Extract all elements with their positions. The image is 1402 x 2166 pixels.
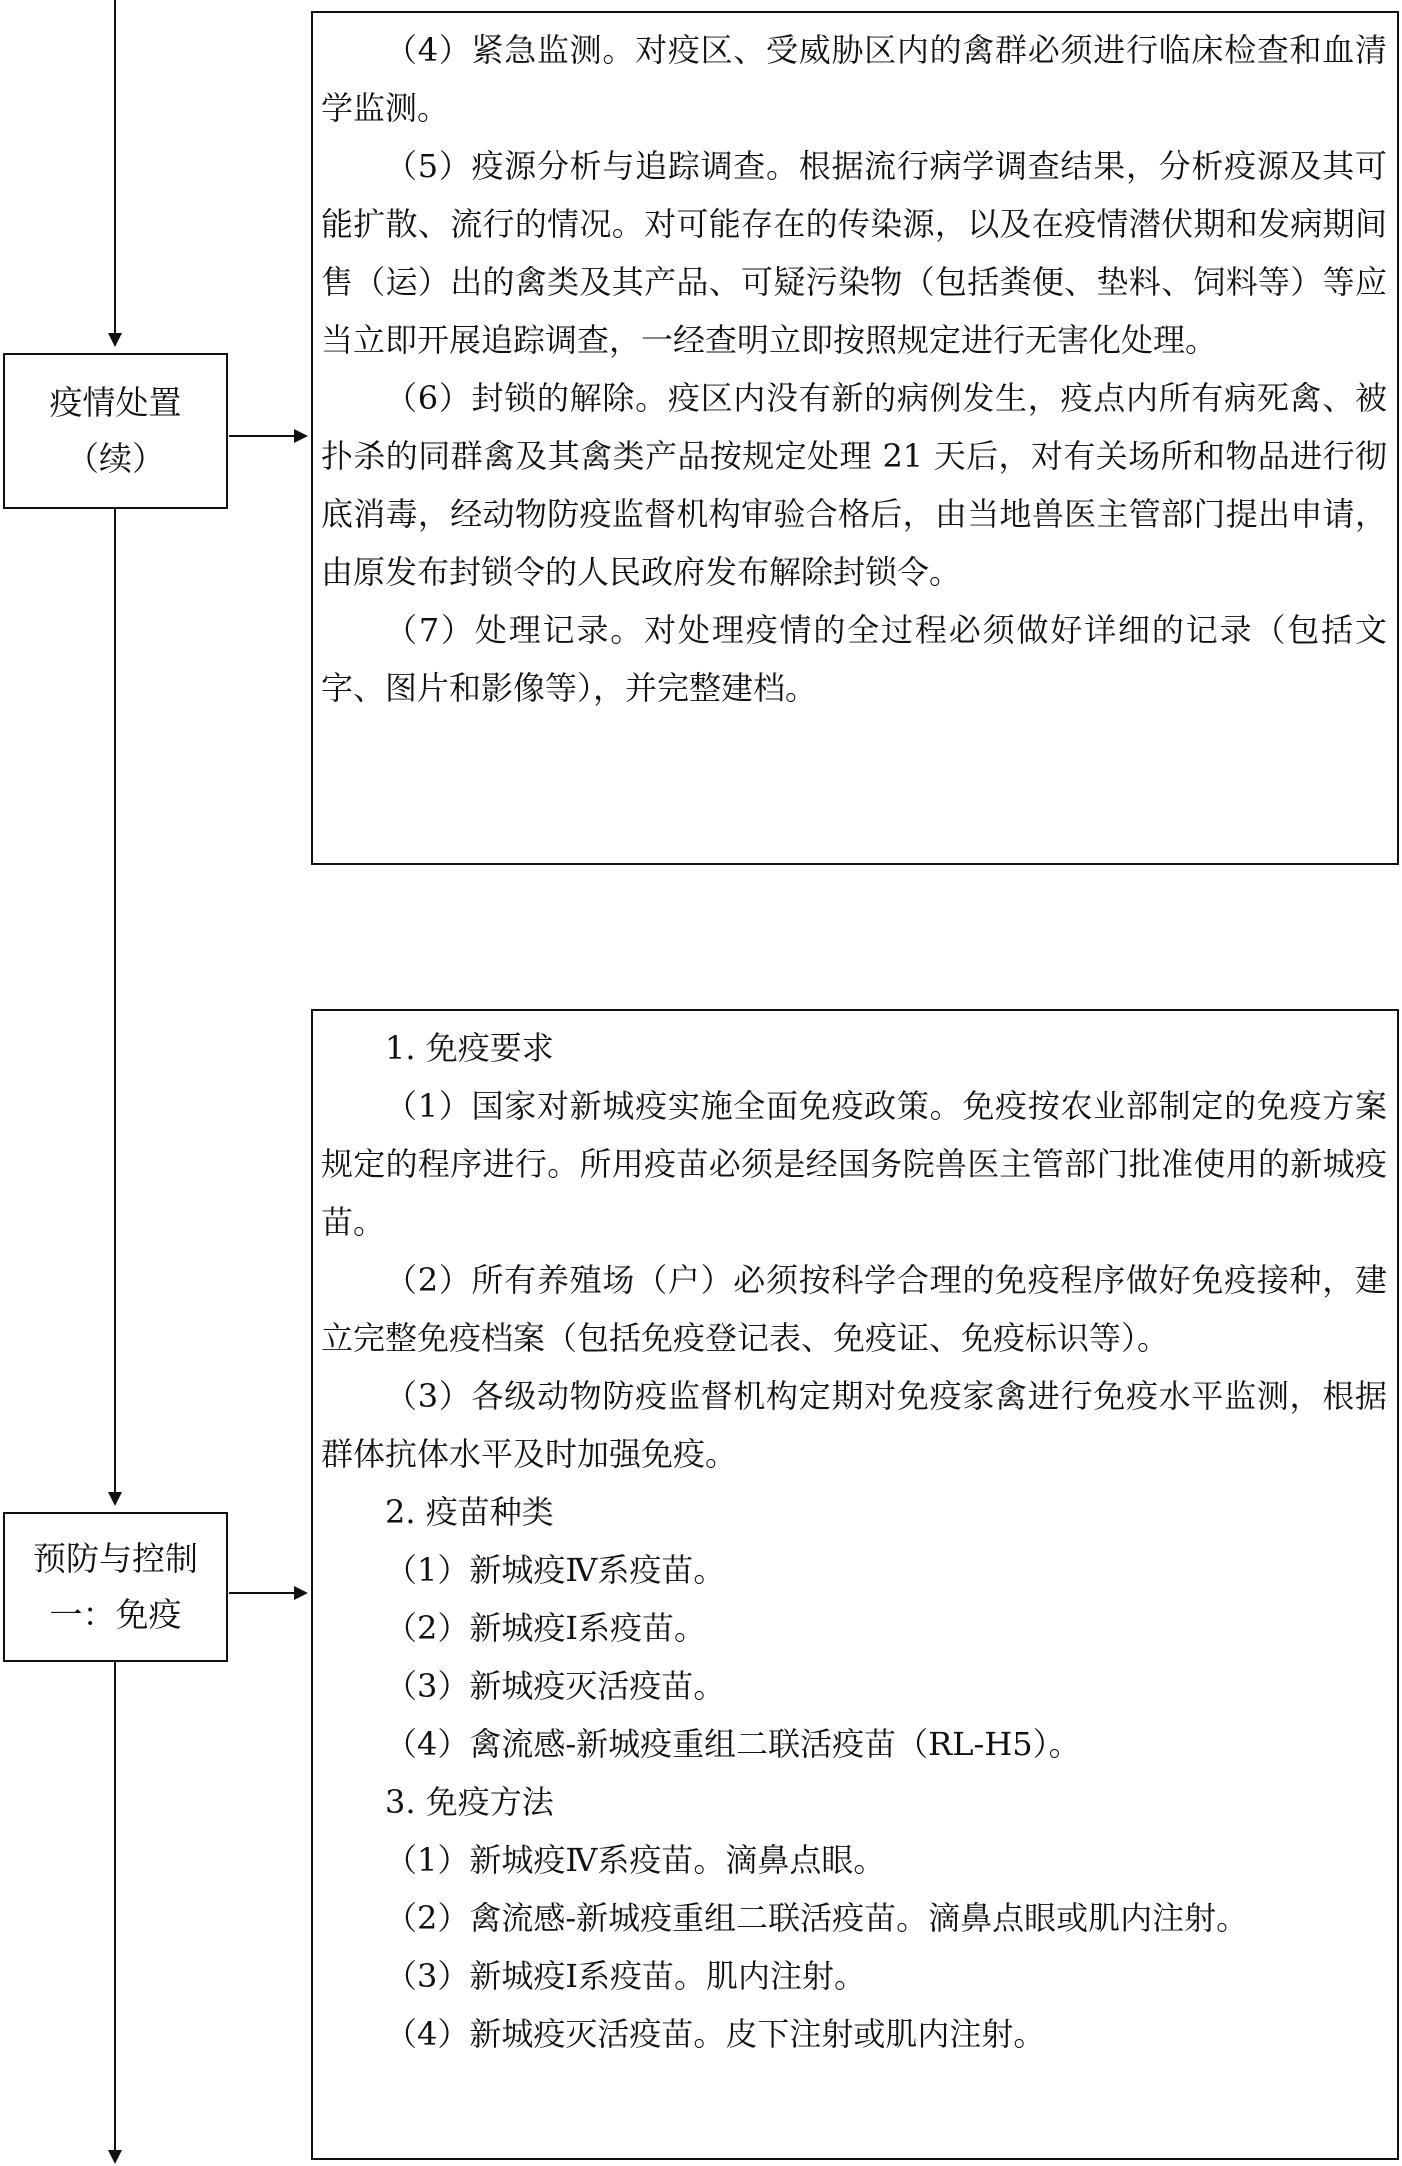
text-box-prevention-immunization — [311, 1009, 1399, 2160]
connector-arrow-1 — [294, 429, 308, 443]
paragraph: （1）国家对新城疫实施全面免疫政策。免疫按农业部制定的免疫方案规定的程序进行。所用疫苗必须是经国务院兽医主管部门批准使用的新城疫苗。 — [321, 1087, 1387, 1241]
paragraph: （2）禽流感-新城疫重组二联活疫苗。滴鼻点眼或肌内注射。 — [385, 1899, 1249, 1937]
paragraph: （5）疫源分析与追踪调查。根据流行病学调查结果，分析疫源及其可能扩散、流行的情况。对可能存在的传染源，以及在疫情潜伏期和发病期间售（运）出的禽类及其产品、可疑污染物（包括粪便、垫料、饲料等）等应当立即开展追踪调查，一经查明立即按照规定进行无害化处理。 — [321, 147, 1387, 359]
paragraph: （2）所有养殖场（户）必须按科学合理的免疫程序做好免疫接种，建立完整免疫档案（包括免疫登记表、免疫证、免疫标识等）。 — [321, 1261, 1387, 1357]
connector-arrow-2 — [294, 1586, 308, 1600]
paragraph: 1. 免疫要求 — [385, 1029, 554, 1067]
node-label-line1: 预防与控制 — [33, 1539, 198, 1578]
flow-arrow-down-continue — [108, 2150, 122, 2164]
node-label-line1: 疫情处置 — [49, 383, 182, 422]
paragraph: （1）新城疫Ⅳ系疫苗。 — [385, 1551, 726, 1589]
connector-line-2 — [229, 1592, 295, 1594]
flow-line-middle — [114, 508, 116, 1493]
flow-arrow-into-node-2 — [108, 1492, 122, 1506]
flow-node-prevention-immunization — [3, 1512, 228, 1662]
flow-node-outbreak-handling — [3, 353, 228, 509]
paragraph: 3. 免疫方法 — [385, 1783, 554, 1821]
paragraph: （7）处理记录。对处理疫情的全过程必须做好详细的记录（包括文字、图片和影像等），并完整建档。 — [321, 611, 1387, 707]
paragraph: （3）新城疫灭活疫苗。 — [385, 1667, 726, 1705]
paragraph: （1）新城疫Ⅳ系疫苗。滴鼻点眼。 — [385, 1841, 886, 1879]
paragraph: （4）紧急监测。对疫区、受威胁区内的禽群必须进行临床检查和血清学监测。 — [321, 31, 1387, 127]
paragraph: （4）新城疫灭活疫苗。皮下注射或肌内注射。 — [385, 2015, 1046, 2053]
paragraph: （4）禽流感-新城疫重组二联活疫苗（RL-H5）。 — [385, 1725, 1081, 1763]
paragraph: （3）新城疫Ⅰ系疫苗。肌内注射。 — [385, 1957, 867, 1995]
connector-line-1 — [229, 435, 295, 437]
flow-line-top — [114, 0, 116, 334]
node-label-line2: （续） — [66, 439, 165, 478]
flow-arrow-into-node-1 — [108, 333, 122, 347]
node-label-line2: 一：免疫 — [49, 1595, 182, 1634]
paragraph: （3）各级动物防疫监督机构定期对免疫家禽进行免疫水平监测，根据群体抗体水平及时加强免疫。 — [321, 1377, 1387, 1473]
text-box-outbreak-handling — [311, 11, 1399, 865]
paragraph: （6）封锁的解除。疫区内没有新的病例发生，疫点内所有病死禽、被扑杀的同群禽及其禽类产品按规定处理 21 天后，对有关场所和物品进行彻底消毒，经动物防疫监督机构审验合格后，由当地兽医主管部门提出申请，由原发布封锁令的人民政府发布解除封锁令。 — [321, 379, 1387, 591]
paragraph: （2）新城疫Ⅰ系疫苗。 — [385, 1609, 707, 1647]
paragraph: 2. 疫苗种类 — [385, 1493, 554, 1531]
flow-line-bottom — [114, 1662, 116, 2152]
